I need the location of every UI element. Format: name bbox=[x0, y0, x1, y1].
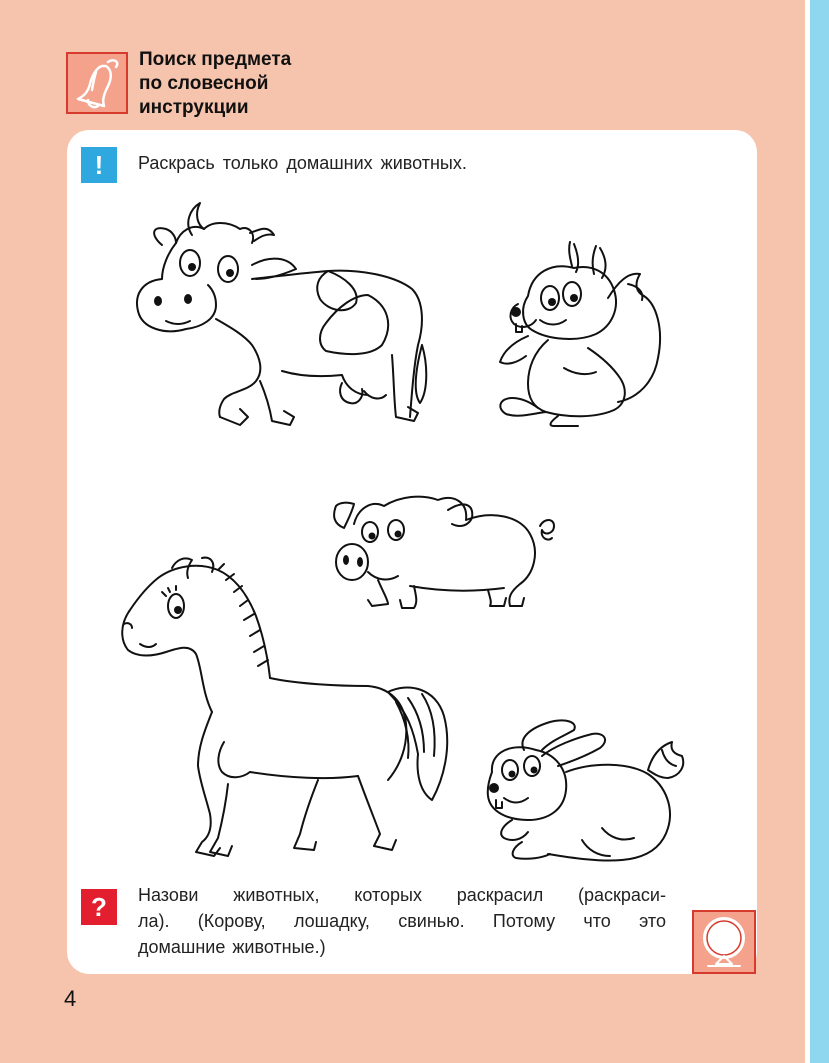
cow-drawing[interactable] bbox=[132, 195, 432, 435]
question-word: что bbox=[583, 911, 611, 931]
question-word: это bbox=[639, 911, 666, 931]
question-word: свинью. bbox=[398, 911, 465, 931]
rabbit-drawing[interactable] bbox=[482, 716, 692, 868]
question-word: домашние bbox=[138, 937, 226, 957]
question-word: (раскраси- bbox=[578, 885, 666, 905]
question-word: Назови bbox=[138, 885, 199, 905]
question-word: которых bbox=[354, 885, 422, 905]
page-number: 4 bbox=[64, 986, 77, 1011]
question-word: раскрасил bbox=[456, 885, 544, 905]
question-word: (Корову, bbox=[197, 911, 266, 931]
info-badge: ! bbox=[81, 147, 117, 183]
bell-icon bbox=[66, 52, 128, 114]
question-word: ла). bbox=[138, 911, 170, 931]
question-line bbox=[138, 908, 666, 934]
squirrel-drawing[interactable] bbox=[488, 238, 668, 428]
title-line: инструкции bbox=[139, 97, 249, 118]
magnifier-icon bbox=[692, 910, 756, 974]
question-badge: ? bbox=[81, 889, 117, 925]
question-word: животные.) bbox=[232, 937, 326, 957]
instruction-text: Раскрась только домашних животных. bbox=[138, 153, 467, 173]
horse-drawing[interactable] bbox=[118, 552, 458, 872]
side-stripe-blue bbox=[810, 0, 829, 1063]
title-line: по словесной bbox=[139, 73, 269, 94]
question-line bbox=[138, 934, 666, 960]
question-text bbox=[138, 882, 666, 960]
title-line: Поиск предмета bbox=[139, 49, 292, 70]
question-word: Потому bbox=[492, 911, 556, 931]
section-title bbox=[139, 48, 399, 120]
question-line bbox=[138, 882, 666, 908]
question-word: лошадку, bbox=[293, 911, 370, 931]
question-word: животных, bbox=[233, 885, 320, 905]
